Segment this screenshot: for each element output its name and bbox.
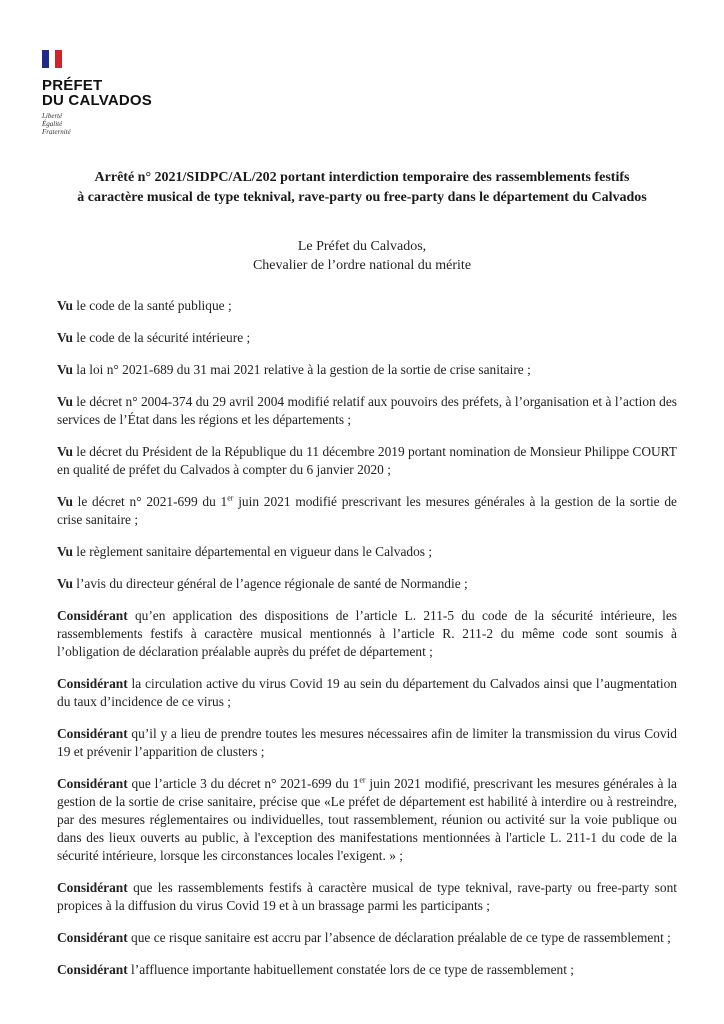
motto-liberte: Liberté bbox=[42, 112, 63, 120]
clause-keyword: Vu bbox=[57, 330, 73, 345]
clause-text: l’affluence importante habituellement constatée lors de ce type de rassemblement ; bbox=[127, 962, 574, 977]
clause bbox=[57, 675, 677, 711]
clause-superscript: er bbox=[227, 493, 234, 503]
prefet-line-2: DU CALVADOS bbox=[42, 92, 152, 109]
clause-text: le règlement sanitaire départemental en vigueur dans le Calvados ; bbox=[72, 544, 433, 559]
clause bbox=[57, 393, 677, 429]
clause-keyword: Considérant bbox=[57, 608, 128, 623]
clause bbox=[57, 297, 677, 315]
clause-text: le décret du Président de la République du 11 décembre 2019 portant nomination de Monsieur Philippe COURT en qualité de préfet du Calvados à compter du 6 janvier 2020 ; bbox=[57, 444, 677, 477]
clause-text: que ce risque sanitaire est accru par l’absence de déclaration préalable de ce type de rassemblement ; bbox=[127, 930, 671, 945]
clause bbox=[57, 929, 677, 947]
clause-keyword: Considérant bbox=[57, 930, 128, 945]
motto-fraternite: Fraternité bbox=[42, 128, 71, 136]
clause bbox=[57, 879, 677, 915]
clause-keyword: Vu bbox=[57, 576, 73, 591]
prefecture-logo bbox=[42, 50, 152, 136]
clause-keyword: Considérant bbox=[57, 880, 128, 895]
clause-text: que l’article 3 du décret n° 2021-699 du 1 bbox=[127, 776, 360, 791]
clause-text: la circulation active du virus Covid 19 au sein du département du Calvados ainsi que l’augmentation du taux d’incidence de ce virus ; bbox=[57, 676, 677, 709]
decree-title-line-2: à caractère musical de type teknival, rave-party ou free-party dans le département du Calvados bbox=[77, 190, 647, 205]
clause bbox=[57, 575, 677, 593]
clause-keyword: Considérant bbox=[57, 776, 128, 791]
clause-keyword: Vu bbox=[57, 362, 73, 377]
clause-text: le code de la sécurité intérieure ; bbox=[72, 330, 251, 345]
clause-keyword: Vu bbox=[57, 394, 73, 409]
clause-keyword: Considérant bbox=[57, 676, 128, 691]
signatory bbox=[160, 237, 564, 275]
signatory-line-2: Chevalier de l’ordre national du mérite bbox=[252, 258, 472, 273]
clause-keyword: Vu bbox=[57, 494, 73, 509]
prefet-line-1: PRÉFET bbox=[42, 77, 103, 94]
clause-keyword: Vu bbox=[57, 298, 73, 313]
clause bbox=[57, 443, 677, 479]
clause-superscript: er bbox=[359, 775, 366, 785]
motto-egalite: Égalité bbox=[42, 120, 63, 128]
clause bbox=[57, 725, 677, 761]
clause-text: qu’en application des dispositions de l’article L. 211-5 du code de la sécurité intérieure, les rassemblements festifs à caractère musical mentionnés à l’article R. 211-2 du même code sont soumis à l’obligation de déclaration préalable auprès du préfet de département ; bbox=[57, 608, 677, 659]
clause-text: que les rassemblements festifs à caractère musical de type teknival, rave-party ou free-party sont propices à la diffusion du virus Covid 19 et à un brassage parmi les participants ; bbox=[57, 880, 677, 913]
clause bbox=[57, 961, 677, 979]
clause-text: le code de la santé publique ; bbox=[72, 298, 232, 313]
clause bbox=[57, 329, 677, 347]
clause-text: l’avis du directeur général de l’agence régionale de santé de Normandie ; bbox=[72, 576, 468, 591]
french-flag-icon bbox=[42, 50, 62, 68]
clause-keyword: Considérant bbox=[57, 726, 128, 741]
clause bbox=[57, 361, 677, 379]
clause bbox=[57, 775, 677, 865]
decree-title-line-1: Arrêté n° 2021/SIDPC/AL/202 portant interdiction temporaire des rassemblements festifs bbox=[94, 170, 630, 185]
clause-text: qu’il y a lieu de prendre toutes les mesures nécessaires afin de limiter la transmission du virus Covid 19 et prévenir l’apparition de clusters ; bbox=[57, 726, 677, 759]
clause-text: juin 2021 modifié, prescrivant les mesures générales à la gestion de la sortie de crise sanitaire, précise que «Le préfet de département est habilité à interdire ou à restreindre, par des mesures réglementaires ou individuelles, tout rassemblement, réunion ou activité sur la voie publique ou dans des lieux ouverts au public, à l'exception des manifestations mentionnées à l'article L. 211-1 du code de la sécurité intérieure, lorsque les circonstances locales l'exigent. » ; bbox=[57, 776, 677, 863]
clause bbox=[57, 607, 677, 661]
decree-title bbox=[60, 168, 664, 208]
signatory-line-1: Le Préfet du Calvados, bbox=[297, 239, 427, 254]
clauses-list bbox=[57, 297, 677, 993]
clause-keyword: Vu bbox=[57, 444, 73, 459]
clause-keyword: Considérant bbox=[57, 962, 128, 977]
clause-text: juin 2021 modifié prescrivant les mesures générales à la gestion de la sortie de crise sanitaire ; bbox=[57, 494, 678, 527]
clause-keyword: Vu bbox=[57, 544, 73, 559]
clause-text: le décret n° 2004-374 du 29 avril 2004 modifié relatif aux pouvoirs des préfets, à l’organisation et à l’action des services de l’État dans les régions et les départements ; bbox=[57, 394, 677, 427]
clause bbox=[57, 543, 677, 561]
clause-text: la loi n° 2021-689 du 31 mai 2021 relative à la gestion de la sortie de crise sanitaire ; bbox=[72, 362, 531, 377]
republic-motto bbox=[42, 112, 152, 136]
clause-text: le décret n° 2021-699 du 1 bbox=[72, 494, 228, 509]
clause bbox=[57, 493, 677, 529]
